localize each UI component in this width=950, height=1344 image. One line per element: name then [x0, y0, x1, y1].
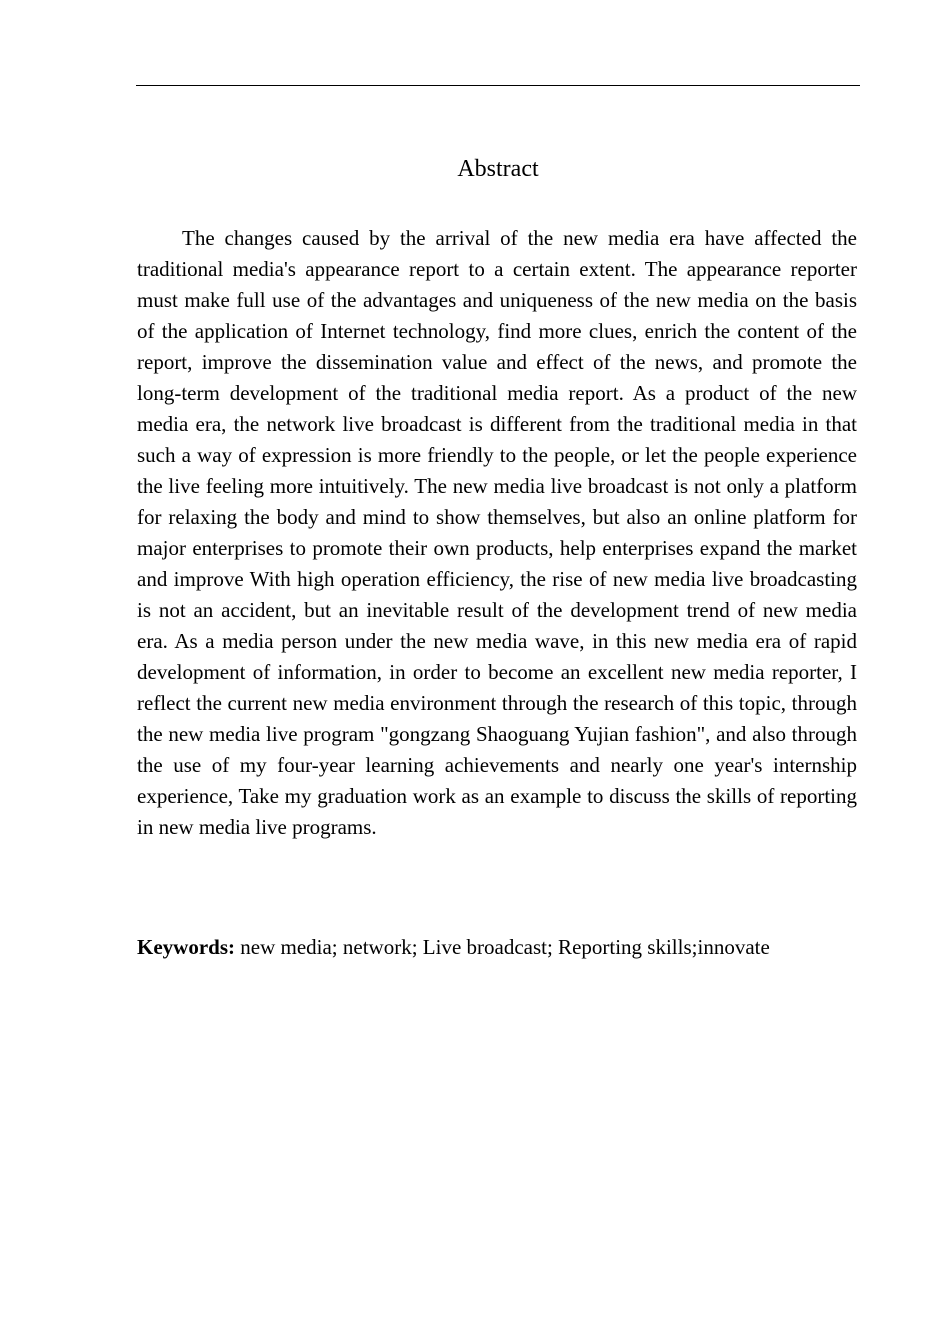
keywords-text: new media; network; Live broadcast; Reporting skills;innovate — [235, 935, 770, 959]
keywords-line — [137, 932, 857, 963]
header-rule — [136, 85, 860, 86]
keywords-label: Keywords: — [137, 935, 235, 959]
abstract-title: Abstract — [457, 156, 539, 182]
abstract-body: The changes caused by the arrival of the new media era have affected the traditional media's appearance report to a certain extent. The appearance reporter must make full use of the advantages and uniqueness of the new media on the basis of the application of Internet technology, find more clues, enrich the content of the report, improve the dissemination value and effect of the news, and promote the long-term development of the traditional media report. As a product of the new media era, the network live broadcast is different from the traditional media in that such a way of expression is more friendly to the people, or let the people experience the live feeling more intuitively. The new media live broadcast is not only a platform for relaxing the body and mind to show themselves, but also an online platform for major enterprises to promote their own products, help enterprises expand the market and improve With high operation efficiency, the rise of new media live broadcasting is not an accident, but an inevitable result of the development trend of new media era. As a media person under the new media wave, in this new media era of rapid development of information, in order to become an excellent new media reporter, I reflect the current new media environment through the research of this topic, through the new media live program "gongzang Shaoguang Yujian fashion", and also through the use of my four-year learning achievements and nearly one year's internship experience, Take my graduation work as an example to discuss the skills of reporting in new media live programs. — [137, 226, 857, 839]
